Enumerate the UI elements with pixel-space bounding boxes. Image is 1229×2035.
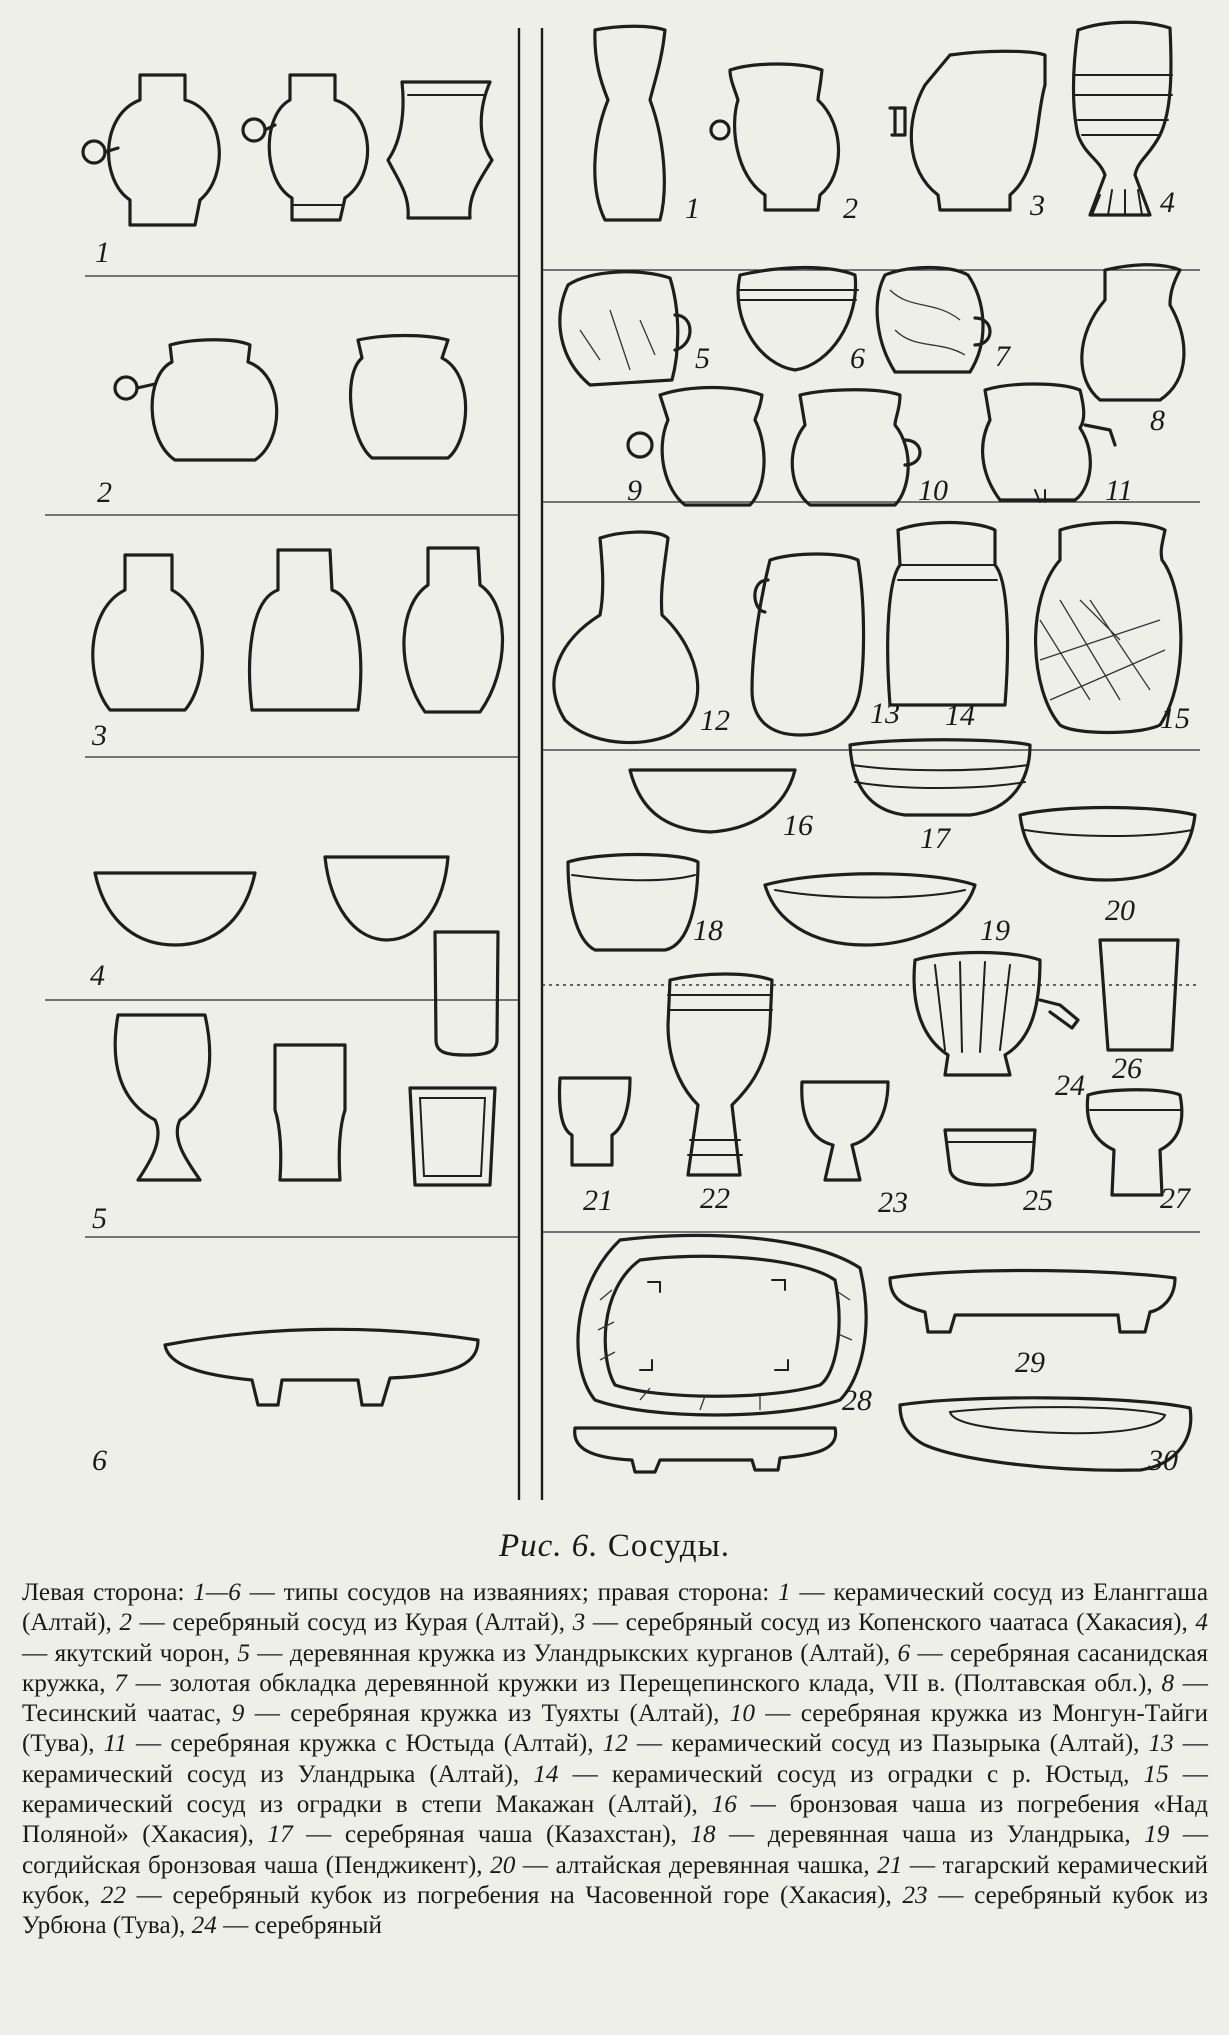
left-type-1-vessels (83, 75, 492, 225)
caption-item-number: 18 (690, 1821, 716, 1849)
right-vessels-21-27 (560, 940, 1182, 1195)
caption-text: — деревянная кружка из Уландрыкских курганов (Алтай), (249, 1639, 898, 1667)
left-label-1: 1 (95, 236, 110, 269)
caption-item-number: 22 (100, 1881, 126, 1909)
right-label-11: 11 (1105, 474, 1133, 507)
caption-text: — типы сосудов на изваяниях; правая сторона: (240, 1579, 779, 1606)
right-vessels-28-30 (575, 1235, 1191, 1472)
right-label-4: 4 (1160, 186, 1175, 219)
left-type-4-vessels (95, 857, 498, 1055)
caption-item-number: 1 (778, 1579, 791, 1606)
right-label-28: 28 (842, 1384, 872, 1417)
caption-item-number: 5 (237, 1639, 250, 1667)
caption-item-number: 10 (729, 1700, 755, 1728)
caption-item-number: 7 (114, 1669, 127, 1697)
caption-text: — Тесинский чаатас, (22, 1669, 1208, 1728)
right-vessels-16-20 (568, 740, 1195, 950)
caption-text: — золотая обкладка деревянной кружки из Перещепинского клада, VII в. (Полтавская обл.), (126, 1669, 1162, 1697)
caption-item-number: 21 (877, 1851, 903, 1879)
caption-text: — керамический сосуд из Уландрыка (Алтай), (22, 1730, 1208, 1788)
caption-item-number: 2 (119, 1609, 132, 1637)
caption-text: — серебряная кружка с Юстыда (Алтай), (126, 1730, 603, 1758)
caption-item-number: 4 (1195, 1609, 1209, 1637)
right-label-29: 29 (1015, 1346, 1045, 1379)
caption-item-number: 24 (191, 1912, 217, 1940)
right-row-separators (542, 270, 1200, 1232)
right-label-6: 6 (850, 342, 865, 375)
left-label-6: 6 (92, 1444, 107, 1477)
caption-item-number: 14 (533, 1760, 559, 1788)
left-type-3-vessels (93, 548, 503, 712)
caption-text: — серебряная кружка из Монгун-Тайги (Тува), (22, 1700, 1209, 1758)
caption-text: — серебряный кубок из Урбюна (Тува), (22, 1881, 1208, 1940)
caption-item-number: 1—6 (193, 1579, 241, 1606)
right-label-18: 18 (693, 914, 723, 947)
right-label-26: 26 (1112, 1052, 1142, 1085)
caption-item-number: 13 (1148, 1730, 1174, 1758)
caption-item-number: 8 (1161, 1669, 1175, 1697)
caption-item-number: 12 (602, 1730, 628, 1758)
right-label-17: 17 (920, 822, 950, 855)
left-label-2: 2 (97, 476, 112, 509)
right-label-19: 19 (980, 914, 1010, 947)
caption-text: — алтайская деревянная чашка, (515, 1851, 878, 1879)
left-label-5: 5 (92, 1202, 107, 1235)
right-label-23: 23 (878, 1186, 908, 1219)
right-label-12: 12 (700, 704, 730, 737)
left-type-2-vessels (115, 336, 466, 461)
figure-title-text: Сосуды. (607, 1528, 730, 1564)
right-label-2: 2 (843, 192, 858, 225)
right-label-27: 27 (1160, 1182, 1190, 1215)
caption-item-number: 23 (902, 1881, 928, 1909)
left-type-5-vessels (115, 1015, 495, 1185)
left-row-separators (45, 276, 519, 1237)
caption-text: — деревянная чаша из Уландрыка, (715, 1821, 1145, 1849)
caption-text: — серебряный сосуд из Курая (Алтай), (131, 1609, 573, 1637)
right-label-5: 5 (695, 342, 710, 375)
caption-item-number: 6 (897, 1639, 911, 1667)
caption-item-number: 20 (490, 1851, 516, 1879)
caption-text: Левая сторона: (22, 1579, 194, 1606)
right-label-25: 25 (1023, 1184, 1053, 1217)
left-type-6-vessel (165, 1329, 478, 1405)
caption-text: — керамический сосуд из оградки с р. Юстыд, (558, 1760, 1144, 1788)
caption-item-number: 3 (572, 1609, 586, 1637)
left-label-3: 3 (92, 719, 107, 752)
caption-text: — серебряная чаша (Казахстан), (292, 1821, 691, 1849)
figure-title (0, 1528, 1229, 1565)
right-label-7: 7 (995, 340, 1010, 373)
right-label-16: 16 (783, 809, 813, 842)
caption-text: — керамический сосуд из Пазырыка (Алтай), (627, 1730, 1149, 1758)
caption-item-number: 17 (267, 1821, 293, 1849)
right-label-22: 22 (700, 1182, 730, 1215)
caption-text: — согдийская бронзовая чаша (Пенджикент), (22, 1821, 1209, 1879)
right-vessels-1-4 (595, 22, 1172, 220)
caption-item-number: 11 (103, 1730, 127, 1758)
caption-text: — серебряная кружка из Туяхты (Алтай), (244, 1700, 730, 1728)
caption-text: — тагарский керамический кубок, (22, 1851, 1208, 1909)
caption-text: — керамический сосуд из оградки в степи Макажан (Алтай), (22, 1760, 1208, 1819)
figure-caption (22, 1578, 1208, 1942)
caption-text: — керамический сосуд из Еланггаша (Алтай), (22, 1579, 1208, 1637)
caption-text: — серебряный сосуд из Копенского чаатаса (Хакасия), (585, 1609, 1196, 1637)
right-label-3: 3 (1030, 189, 1045, 222)
right-label-1: 1 (685, 192, 700, 225)
right-label-24: 24 (1055, 1069, 1085, 1102)
right-label-15: 15 (1160, 702, 1190, 735)
right-label-30: 30 (1148, 1444, 1178, 1477)
caption-text: — серебряный кубок из погребения на Часовенной горе (Хакасия), (125, 1881, 903, 1909)
right-label-13: 13 (870, 697, 900, 730)
left-label-4: 4 (90, 959, 105, 992)
caption-text: — серебряная сасанидская кружка, (22, 1639, 1208, 1697)
right-label-10: 10 (918, 474, 948, 507)
right-label-20: 20 (1105, 894, 1135, 927)
right-label-14: 14 (945, 699, 975, 732)
caption-item-number: 19 (1144, 1821, 1170, 1849)
caption-item-number: 16 (711, 1791, 737, 1819)
caption-text: — якутский чорон, (22, 1639, 238, 1667)
caption-item-number: 15 (1143, 1760, 1169, 1788)
right-vessels-5-11 (560, 265, 1184, 505)
right-label-21: 21 (583, 1184, 613, 1217)
caption-item-number: 9 (231, 1700, 245, 1728)
figure-label: Рис. 6. (499, 1528, 599, 1564)
right-label-9: 9 (627, 474, 642, 507)
caption-text: — серебряный (216, 1912, 382, 1940)
caption-text: — бронзовая чаша из погребения «Над Поляной» (Хакасия), (22, 1791, 1208, 1849)
right-label-8: 8 (1150, 404, 1165, 437)
right-vessels-12-15 (554, 523, 1181, 743)
